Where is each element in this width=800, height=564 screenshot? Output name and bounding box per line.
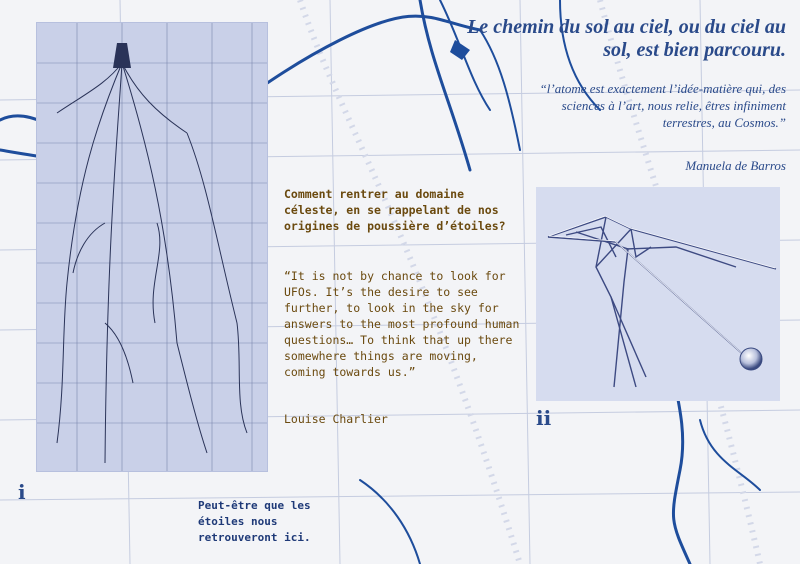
bottom-note: Peut-être que les étoiles nous retrouveront ici. — [198, 499, 311, 544]
root-drawing — [37, 23, 267, 471]
root-drawing-panel — [36, 22, 268, 472]
question-text: Comment rentrer au domaine céleste, en se rappelant de nos origines de poussière d’étoiles? — [284, 187, 506, 233]
sculpture-photo-panel — [536, 187, 780, 401]
quote-english-author: Louise Charlier — [284, 412, 388, 426]
quote-french: “l’atome est exactement l’idée-matière qui, des sciences à l’art, nous relie, êtres infiniment terrestres, au Cosmos.” — [539, 81, 786, 130]
figure-label-i: i — [18, 480, 26, 504]
sculpture-photo — [536, 187, 780, 401]
headline: Le chemin du sol au ciel, ou du ciel au sol, est bien parcouru. — [467, 16, 786, 61]
quote-french-author: Manuela de Barros — [685, 158, 786, 173]
figure-label-ii: ii — [536, 406, 552, 430]
quote-english: “It is not by chance to look for UFOs. It’s the desire to see further, to look in the sky for answers to the most profound human questions… To think that up there somewhere things are moving, coming towards us.” — [284, 269, 520, 379]
sphere-icon — [740, 348, 762, 370]
